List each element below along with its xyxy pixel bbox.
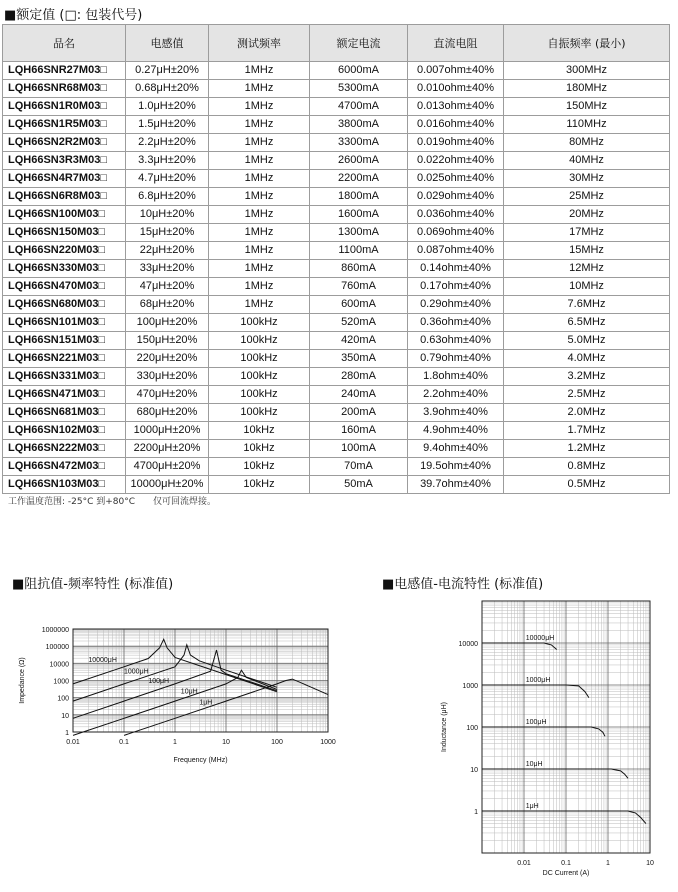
y-tick-label: 10 xyxy=(61,712,69,720)
cell-part-number: LQH66SNR27M03□ xyxy=(3,62,126,80)
cell-rated-current: 6000mA xyxy=(310,62,408,80)
impedance-chart-title: ■阻抗值-频率特性 (标准值) xyxy=(12,577,174,592)
table-row xyxy=(3,404,670,422)
cell-rated-current: 3300mA xyxy=(310,134,408,152)
cell-dc-resistance: 0.087ohm±40% xyxy=(408,242,504,260)
cell-dc-resistance: 2.2ohm±40% xyxy=(408,386,504,404)
cell-self-resonant-frequency: 150MHz xyxy=(504,98,670,116)
cell-dc-resistance: 0.17ohm±40% xyxy=(408,278,504,296)
x-tick-label: 10 xyxy=(646,860,654,867)
cell-part-number: LQH66SN100M03□ xyxy=(3,206,126,224)
cell-inductance: 1000μH±20% xyxy=(126,422,209,440)
cell-dc-resistance: 1.8ohm±40% xyxy=(408,368,504,386)
header-self-resonant-frequency: 自振频率 (最小) xyxy=(504,25,670,62)
cell-part-number: LQH66SN472M03□ xyxy=(3,458,126,476)
cell-test-frequency: 1MHz xyxy=(209,260,310,278)
cell-rated-current: 860mA xyxy=(310,260,408,278)
y-tick-label: 100000 xyxy=(45,644,69,652)
table-row xyxy=(3,62,670,80)
cell-part-number: LQH66SN221M03□ xyxy=(3,350,126,368)
cell-rated-current: 100mA xyxy=(310,440,408,458)
cell-test-frequency: 10kHz xyxy=(209,458,310,476)
x-tick-label: 1000 xyxy=(320,739,336,746)
cell-inductance: 330μH±20% xyxy=(126,368,209,386)
cell-part-number: LQH66SN220M03□ xyxy=(3,242,126,260)
cell-part-number: LQH66SN102M03□ xyxy=(3,422,126,440)
cell-test-frequency: 100kHz xyxy=(209,332,310,350)
series-label: 100μH xyxy=(148,678,170,686)
cell-inductance: 15μH±20% xyxy=(126,224,209,242)
cell-self-resonant-frequency: 180MHz xyxy=(504,80,670,98)
cell-test-frequency: 1MHz xyxy=(209,188,310,206)
series-label: 10000μH xyxy=(88,656,117,664)
cell-part-number: LQH66SN101M03□ xyxy=(3,314,126,332)
cell-part-number: LQH66SN330M03□ xyxy=(3,260,126,278)
cell-rated-current: 760mA xyxy=(310,278,408,296)
cell-test-frequency: 1MHz xyxy=(209,116,310,134)
cell-inductance: 0.27μH±20% xyxy=(126,62,209,80)
cell-rated-current: 160mA xyxy=(310,422,408,440)
cell-test-frequency: 1MHz xyxy=(209,98,310,116)
cell-self-resonant-frequency: 0.8MHz xyxy=(504,458,670,476)
x-tick-label: 100 xyxy=(271,739,283,746)
cell-rated-current: 1600mA xyxy=(310,206,408,224)
cell-self-resonant-frequency: 110MHz xyxy=(504,116,670,134)
cell-part-number: LQH66SN2R2M03□ xyxy=(3,134,126,152)
cell-self-resonant-frequency: 17MHz xyxy=(504,224,670,242)
cell-inductance: 33μH±20% xyxy=(126,260,209,278)
cell-self-resonant-frequency: 0.5MHz xyxy=(504,476,670,494)
x-axis-label: DC Current (A) xyxy=(542,870,590,877)
cell-dc-resistance: 0.016ohm±40% xyxy=(408,116,504,134)
cell-self-resonant-frequency: 2.0MHz xyxy=(504,404,670,422)
cell-rated-current: 5300mA xyxy=(310,80,408,98)
cell-inductance: 6.8μH±20% xyxy=(126,188,209,206)
cell-part-number: LQH66SN681M03□ xyxy=(3,404,126,422)
y-tick-label: 1000000 xyxy=(41,627,69,634)
x-tick-label: 0.1 xyxy=(119,739,129,746)
table-row xyxy=(3,242,670,260)
cell-self-resonant-frequency: 25MHz xyxy=(504,188,670,206)
table-row xyxy=(3,422,670,440)
cell-self-resonant-frequency: 7.6MHz xyxy=(504,296,670,314)
inductance-chart-svg xyxy=(430,600,670,885)
cell-part-number: LQH66SN331M03□ xyxy=(3,368,126,386)
y-tick-label: 100 xyxy=(466,725,478,732)
cell-inductance: 470μH±20% xyxy=(126,386,209,404)
cell-test-frequency: 1MHz xyxy=(209,62,310,80)
cell-test-frequency: 10kHz xyxy=(209,422,310,440)
cell-dc-resistance: 19.5ohm±40% xyxy=(408,458,504,476)
cell-rated-current: 240mA xyxy=(310,386,408,404)
cell-inductance: 4700μH±20% xyxy=(126,458,209,476)
y-tick-label: 1000 xyxy=(53,678,69,686)
x-tick-label: 1 xyxy=(173,739,177,746)
cell-test-frequency: 100kHz xyxy=(209,404,310,422)
series-label: 1μH xyxy=(525,803,539,810)
cell-inductance: 10000μH±20% xyxy=(126,476,209,494)
y-tick-label: 10000 xyxy=(458,641,478,648)
cell-dc-resistance: 0.79ohm±40% xyxy=(408,350,504,368)
cell-part-number: LQH66SN6R8M03□ xyxy=(3,188,126,206)
series-line xyxy=(482,727,605,736)
series-label: 10μH xyxy=(180,688,198,696)
cell-dc-resistance: 0.069ohm±40% xyxy=(408,224,504,242)
table-row xyxy=(3,224,670,242)
cell-inductance: 3.3μH±20% xyxy=(126,152,209,170)
y-tick-label: 1000 xyxy=(462,683,478,690)
cell-inductance: 47μH±20% xyxy=(126,278,209,296)
cell-part-number: LQH66SN1R5M03□ xyxy=(3,116,126,134)
cell-self-resonant-frequency: 3.2MHz xyxy=(504,368,670,386)
cell-rated-current: 3800mA xyxy=(310,116,408,134)
cell-self-resonant-frequency: 12MHz xyxy=(504,260,670,278)
x-tick-label: 10 xyxy=(222,739,230,746)
cell-dc-resistance: 0.019ohm±40% xyxy=(408,134,504,152)
cell-rated-current: 350mA xyxy=(310,350,408,368)
series-label: 1000μH xyxy=(124,668,149,676)
cell-test-frequency: 100kHz xyxy=(209,350,310,368)
x-tick-label: 0.1 xyxy=(561,860,571,867)
x-axis-label: Frequency (MHz) xyxy=(173,757,228,764)
table-row xyxy=(3,368,670,386)
cell-part-number: LQH66SN1R0M03□ xyxy=(3,98,126,116)
impedance-chart-svg xyxy=(0,612,360,782)
cell-part-number: LQH66SNR68M03□ xyxy=(3,80,126,98)
table-row xyxy=(3,116,670,134)
cell-inductance: 68μH±20% xyxy=(126,296,209,314)
cell-dc-resistance: 4.9ohm±40% xyxy=(408,422,504,440)
header-part-number: 品名 xyxy=(3,25,126,62)
table-row xyxy=(3,458,670,476)
table-row xyxy=(3,314,670,332)
header-rated-current: 额定电流 xyxy=(310,25,408,62)
cell-rated-current: 50mA xyxy=(310,476,408,494)
cell-inductance: 680μH±20% xyxy=(126,404,209,422)
series-label: 10μH xyxy=(525,761,543,768)
rating-section-title: ■额定值 (□: 包装代号) xyxy=(4,8,143,23)
table-row xyxy=(3,188,670,206)
cell-self-resonant-frequency: 30MHz xyxy=(504,170,670,188)
cell-dc-resistance: 0.025ohm±40% xyxy=(408,170,504,188)
table-row xyxy=(3,80,670,98)
cell-dc-resistance: 0.022ohm±40% xyxy=(408,152,504,170)
cell-self-resonant-frequency: 4.0MHz xyxy=(504,350,670,368)
cell-part-number: LQH66SN150M03□ xyxy=(3,224,126,242)
series-label: 1μH xyxy=(199,699,213,707)
cell-rated-current: 4700mA xyxy=(310,98,408,116)
cell-inductance: 2200μH±20% xyxy=(126,440,209,458)
cell-self-resonant-frequency: 10MHz xyxy=(504,278,670,296)
cell-rated-current: 420mA xyxy=(310,332,408,350)
cell-self-resonant-frequency: 2.5MHz xyxy=(504,386,670,404)
cell-dc-resistance: 0.013ohm±40% xyxy=(408,98,504,116)
cell-dc-resistance: 39.7ohm±40% xyxy=(408,476,504,494)
cell-test-frequency: 1MHz xyxy=(209,152,310,170)
y-tick-label: 1 xyxy=(65,730,69,737)
impedance-frequency-chart xyxy=(0,612,360,782)
cell-rated-current: 200mA xyxy=(310,404,408,422)
series-label: 10000μH xyxy=(525,635,555,642)
cell-test-frequency: 100kHz xyxy=(209,386,310,404)
cell-self-resonant-frequency: 80MHz xyxy=(504,134,670,152)
table-header-row xyxy=(3,25,670,62)
cell-part-number: LQH66SN222M03□ xyxy=(3,440,126,458)
cell-rated-current: 280mA xyxy=(310,368,408,386)
y-tick-label: 10 xyxy=(470,767,478,774)
cell-test-frequency: 1MHz xyxy=(209,224,310,242)
cell-test-frequency: 10kHz xyxy=(209,476,310,494)
cell-test-frequency: 1MHz xyxy=(209,278,310,296)
cell-part-number: LQH66SN680M03□ xyxy=(3,296,126,314)
cell-self-resonant-frequency: 40MHz xyxy=(504,152,670,170)
cell-dc-resistance: 0.36ohm±40% xyxy=(408,314,504,332)
cell-part-number: LQH66SN470M03□ xyxy=(3,278,126,296)
x-tick-label: 1 xyxy=(606,860,610,867)
table-row xyxy=(3,386,670,404)
cell-self-resonant-frequency: 1.7MHz xyxy=(504,422,670,440)
cell-inductance: 2.2μH±20% xyxy=(126,134,209,152)
series-label: 100μH xyxy=(525,719,547,726)
table-row xyxy=(3,296,670,314)
cell-self-resonant-frequency: 15MHz xyxy=(504,242,670,260)
table-row xyxy=(3,170,670,188)
cell-rated-current: 600mA xyxy=(310,296,408,314)
cell-dc-resistance: 0.029ohm±40% xyxy=(408,188,504,206)
cell-inductance: 22μH±20% xyxy=(126,242,209,260)
cell-test-frequency: 100kHz xyxy=(209,314,310,332)
cell-test-frequency: 10kHz xyxy=(209,440,310,458)
cell-test-frequency: 1MHz xyxy=(209,296,310,314)
cell-test-frequency: 1MHz xyxy=(209,242,310,260)
table-row xyxy=(3,206,670,224)
cell-self-resonant-frequency: 20MHz xyxy=(504,206,670,224)
table-row xyxy=(3,332,670,350)
table-row xyxy=(3,476,670,494)
y-tick-label: 100 xyxy=(57,695,69,703)
cell-inductance: 10μH±20% xyxy=(126,206,209,224)
cell-rated-current: 520mA xyxy=(310,314,408,332)
table-row xyxy=(3,278,670,296)
y-tick-label: 10000 xyxy=(49,661,69,669)
header-dc-resistance: 直流电阻 xyxy=(408,25,504,62)
series-label: 1000μH xyxy=(525,677,551,684)
cell-inductance: 0.68μH±20% xyxy=(126,80,209,98)
cell-dc-resistance: 0.010ohm±40% xyxy=(408,80,504,98)
y-tick-label: 1 xyxy=(474,809,478,816)
cell-inductance: 1.5μH±20% xyxy=(126,116,209,134)
cell-rated-current: 70mA xyxy=(310,458,408,476)
cell-dc-resistance: 0.63ohm±40% xyxy=(408,332,504,350)
cell-test-frequency: 1MHz xyxy=(209,134,310,152)
cell-self-resonant-frequency: 5.0MHz xyxy=(504,332,670,350)
cell-rated-current: 1800mA xyxy=(310,188,408,206)
footnote: 工作温度范围: -25°C 到+80°C 仅可回流焊接。 xyxy=(8,497,217,507)
cell-part-number: LQH66SN103M03□ xyxy=(3,476,126,494)
cell-inductance: 1.0μH±20% xyxy=(126,98,209,116)
cell-self-resonant-frequency: 300MHz xyxy=(504,62,670,80)
table-row xyxy=(3,260,670,278)
cell-self-resonant-frequency: 6.5MHz xyxy=(504,314,670,332)
cell-test-frequency: 1MHz xyxy=(209,206,310,224)
cell-inductance: 100μH±20% xyxy=(126,314,209,332)
cell-test-frequency: 100kHz xyxy=(209,368,310,386)
cell-inductance: 4.7μH±20% xyxy=(126,170,209,188)
cell-test-frequency: 1MHz xyxy=(209,170,310,188)
x-tick-label: 0.01 xyxy=(517,860,531,867)
cell-part-number: LQH66SN3R3M03□ xyxy=(3,152,126,170)
cell-dc-resistance: 9.4ohm±40% xyxy=(408,440,504,458)
table-row xyxy=(3,440,670,458)
table-body xyxy=(3,62,670,494)
y-axis-label: Impedance (Ω) xyxy=(19,657,26,704)
cell-rated-current: 1100mA xyxy=(310,242,408,260)
cell-inductance: 220μH±20% xyxy=(126,350,209,368)
cell-rated-current: 2200mA xyxy=(310,170,408,188)
table-row xyxy=(3,134,670,152)
cell-part-number: LQH66SN471M03□ xyxy=(3,386,126,404)
table-row xyxy=(3,350,670,368)
y-axis-label: Inductance (μH) xyxy=(441,702,448,752)
cell-test-frequency: 1MHz xyxy=(209,80,310,98)
cell-rated-current: 1300mA xyxy=(310,224,408,242)
cell-dc-resistance: 0.036ohm±40% xyxy=(408,206,504,224)
table-row xyxy=(3,98,670,116)
cell-dc-resistance: 0.14ohm±40% xyxy=(408,260,504,278)
cell-dc-resistance: 0.007ohm±40% xyxy=(408,62,504,80)
cell-part-number: LQH66SN4R7M03□ xyxy=(3,170,126,188)
cell-dc-resistance: 3.9ohm±40% xyxy=(408,404,504,422)
header-inductance: 电感值 xyxy=(126,25,209,62)
cell-rated-current: 2600mA xyxy=(310,152,408,170)
table-row xyxy=(3,152,670,170)
header-test-frequency: 测试频率 xyxy=(209,25,310,62)
cell-inductance: 150μH±20% xyxy=(126,332,209,350)
rating-table xyxy=(2,24,670,494)
inductance-chart-title: ■电感值-电流特性 (标准值) xyxy=(382,577,544,592)
series-line xyxy=(482,643,557,650)
inductance-current-chart xyxy=(430,600,670,885)
cell-part-number: LQH66SN151M03□ xyxy=(3,332,126,350)
cell-dc-resistance: 0.29ohm±40% xyxy=(408,296,504,314)
x-tick-label: 0.01 xyxy=(66,739,80,746)
cell-self-resonant-frequency: 1.2MHz xyxy=(504,440,670,458)
